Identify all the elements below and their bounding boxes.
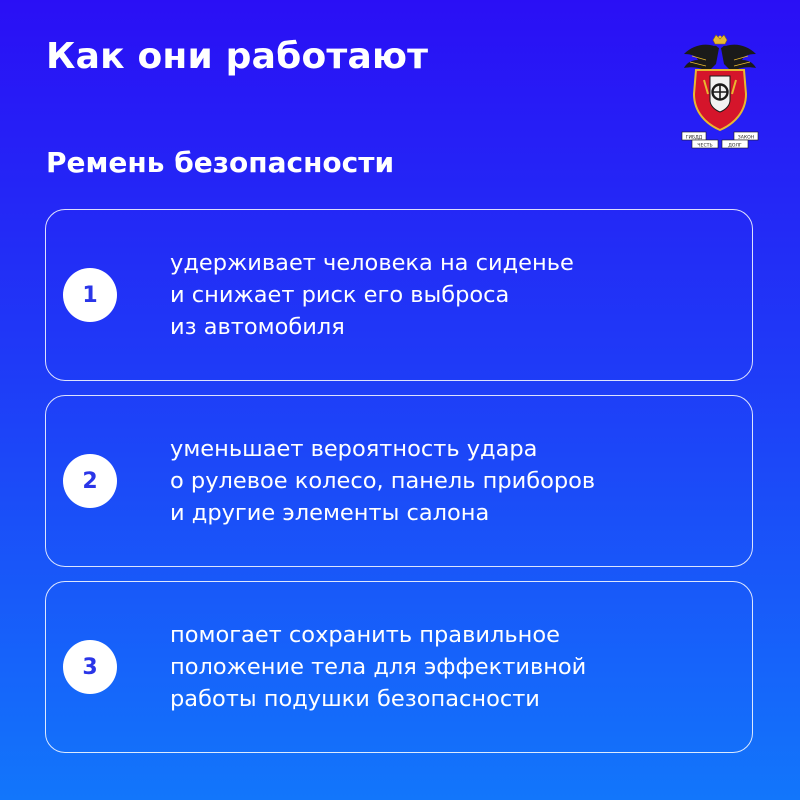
card-text-line: уменьшает вероятность удара [170, 436, 538, 462]
card-text-line: положение тела для эффективной [170, 654, 587, 680]
svg-text:ЗАКОН: ЗАКОН [737, 135, 755, 141]
card-text [170, 582, 740, 752]
feature-card-3 [45, 581, 753, 753]
svg-text:ЧЕСТЬ: ЧЕСТЬ [697, 143, 713, 149]
feature-card-2 [45, 395, 753, 567]
card-text-line: из автомобиля [170, 314, 345, 340]
page-title: Как они работают [46, 36, 429, 77]
feature-card-1 [45, 209, 753, 381]
card-text-line: и снижает риск его выброса [170, 282, 510, 308]
card-text-line: и другие элементы салона [170, 500, 490, 526]
card-text-line: помогает сохранить правильное [170, 622, 560, 648]
police-emblem-icon [680, 34, 760, 150]
card-text-line: работы подушки безопасности [170, 686, 540, 712]
card-text-line: удерживает человека на сиденье [170, 250, 574, 276]
svg-text:ДОЛГ: ДОЛГ [728, 143, 742, 149]
card-number-badge: 3 [63, 640, 117, 694]
card-number-badge: 1 [63, 268, 117, 322]
card-text [170, 210, 740, 380]
card-number-badge: 2 [63, 454, 117, 508]
card-text-line: о рулевое колесо, панель приборов [170, 468, 596, 494]
card-text [170, 396, 740, 566]
svg-text:ГИБДД: ГИБДД [685, 135, 703, 141]
section-subtitle: Ремень безопасности [46, 146, 395, 179]
